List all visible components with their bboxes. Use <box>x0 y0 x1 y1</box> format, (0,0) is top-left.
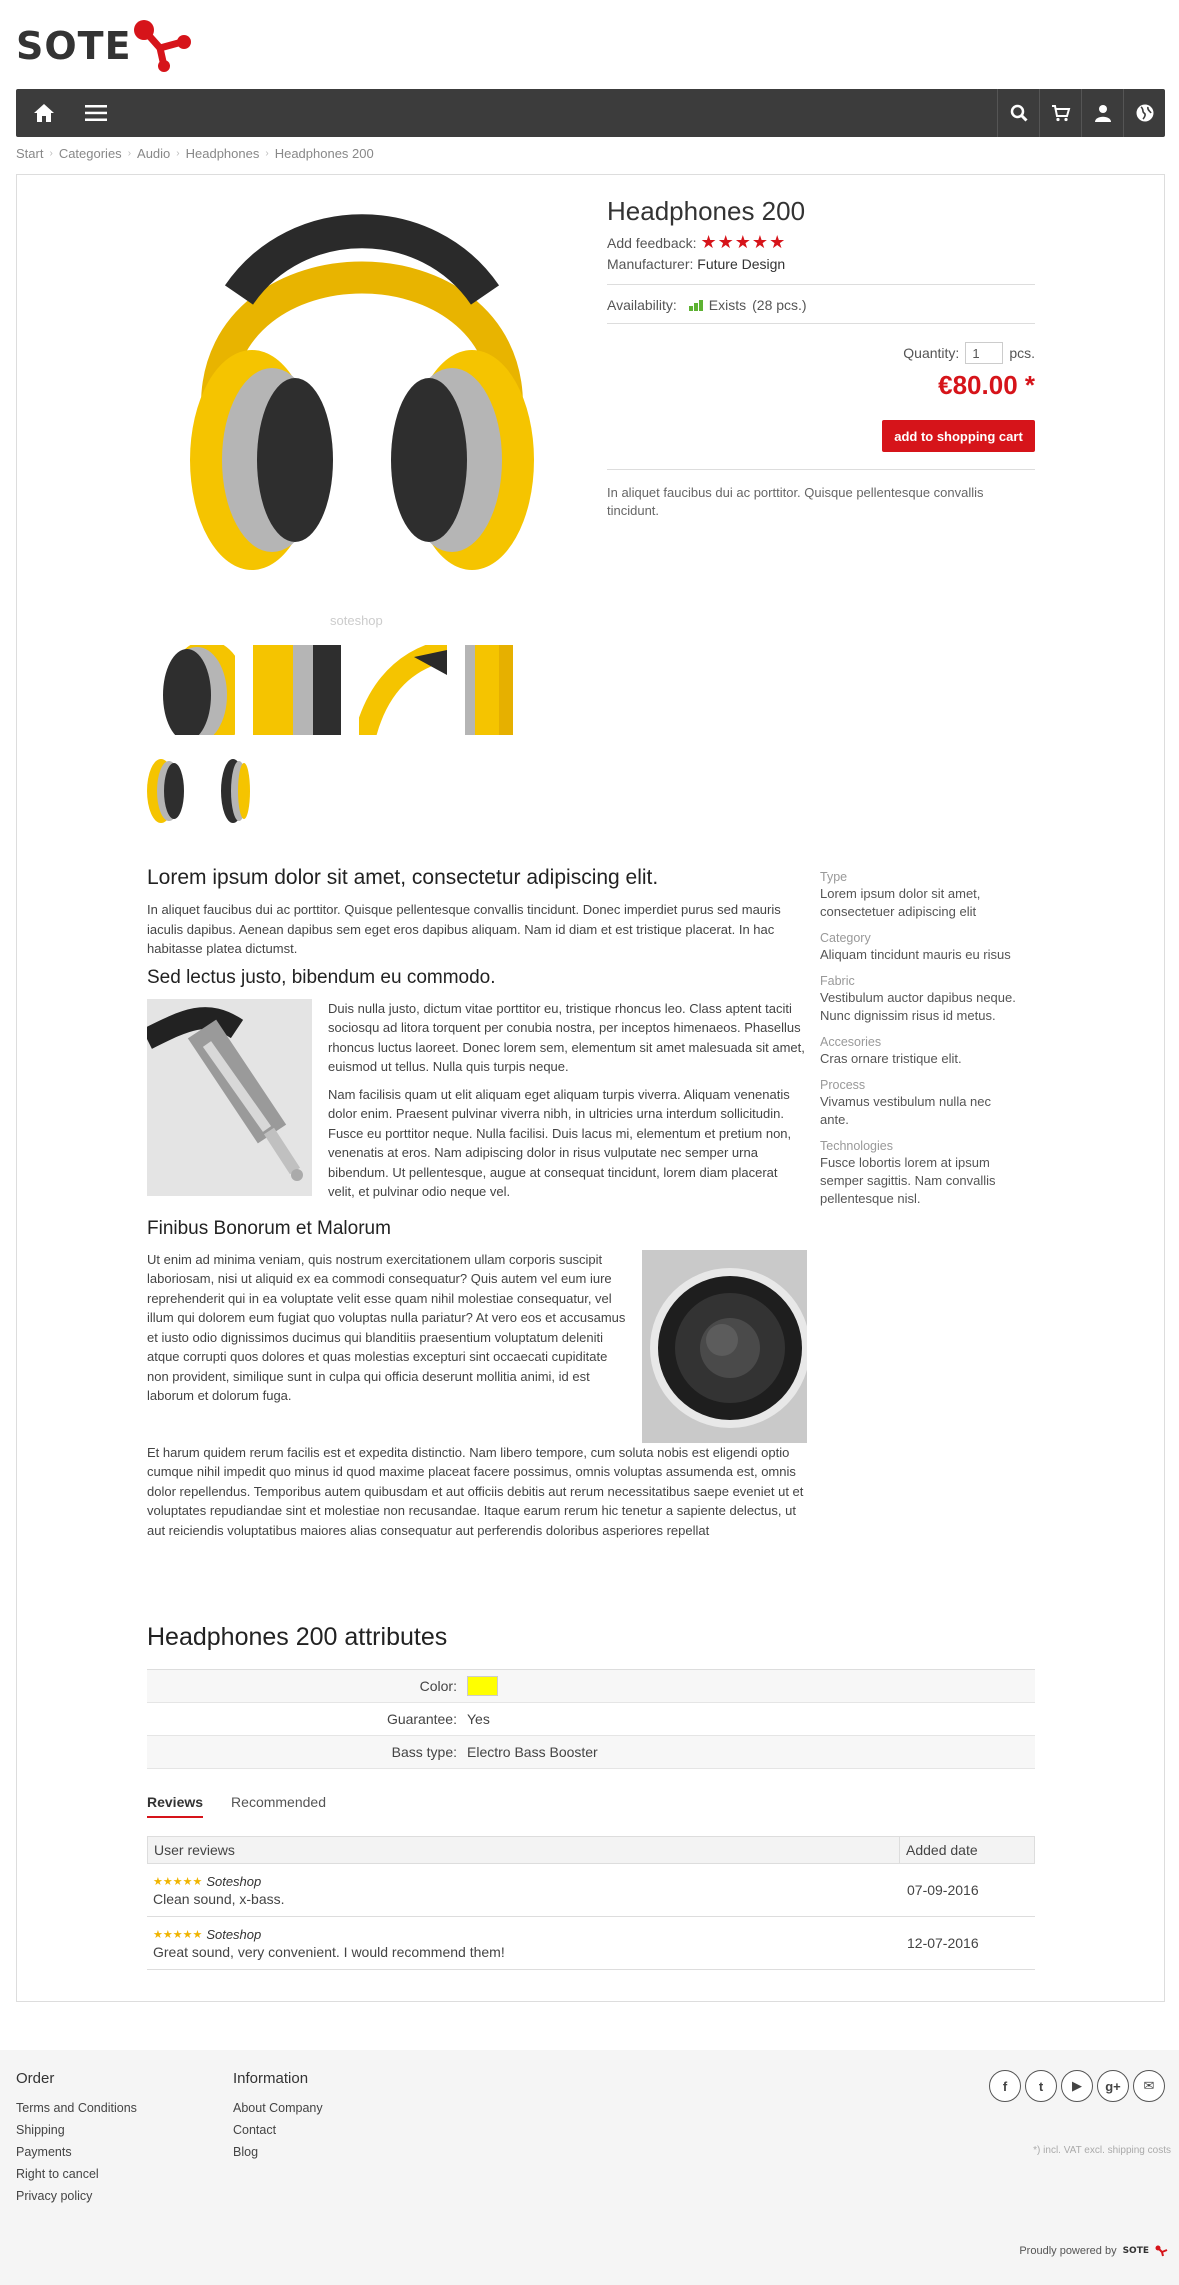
review-text: Clean sound, x-bass. <box>153 1890 285 1907</box>
product-price: €80.00 * <box>938 370 1035 400</box>
spec-value: Cras ornare tristique elit. <box>820 1051 962 1066</box>
breadcrumb-headphones[interactable]: Headphones <box>185 146 260 161</box>
review-row <box>147 1917 1035 1970</box>
description-subheading: Sed lectus justo, bibendum eu commodo. <box>147 966 496 988</box>
footer-link-shipping[interactable]: Shipping <box>16 2123 65 2137</box>
facebook-icon[interactable]: f <box>989 2070 1021 2102</box>
manufacturer-value[interactable]: Future Design <box>697 256 786 272</box>
logo[interactable] <box>16 18 200 74</box>
footer-link-blog[interactable]: Blog <box>233 2145 259 2159</box>
cart-icon <box>1051 104 1071 122</box>
breadcrumb <box>16 146 374 161</box>
logo-molecule-icon <box>130 18 200 74</box>
jack-cable-image <box>147 999 312 1196</box>
breadcrumb-audio[interactable]: Audio <box>137 146 171 161</box>
thumbnail-image[interactable] <box>253 645 341 735</box>
manufacturer-row <box>607 256 785 272</box>
product-description <box>147 866 807 1548</box>
spec-item <box>820 1078 1020 1129</box>
availability-status: Exists <box>708 297 747 313</box>
breadcrumb-separator: › <box>265 148 269 159</box>
footer-link-terms[interactable]: Terms and Conditions <box>16 2101 137 2115</box>
spec-value: Vestibulum auctor dapibus neque. Nunc dignissim risus id metus. <box>820 990 1016 1023</box>
availability-bars-icon <box>689 299 703 311</box>
headphones-image <box>147 195 577 635</box>
divider <box>607 323 1035 324</box>
twitter-icon[interactable]: t <box>1025 2070 1057 2102</box>
footer-link-contact[interactable]: Contact <box>233 2123 277 2137</box>
quantity-row <box>903 342 1035 364</box>
powered-by[interactable] <box>1019 2245 1169 2257</box>
divider <box>607 469 1035 470</box>
review-stars: ★★★★★ <box>153 1875 203 1888</box>
column-user-reviews: User reviews <box>148 1837 900 1863</box>
spec-item <box>820 931 1020 964</box>
image-text-block <box>147 999 807 1210</box>
speaker-image <box>642 1250 807 1443</box>
column-added-date: Added date <box>906 1842 978 1858</box>
menu-button[interactable] <box>76 89 116 137</box>
breadcrumb-separator: › <box>127 148 132 159</box>
breadcrumb-categories[interactable]: Categories <box>58 146 122 161</box>
description-paragraph: In aliquet faucibus dui ac porttitor. Quisque pellentesque convallis tincidunt. Donec imperdiet purus sed mauris iaculis dapibus. Aenean dapibus sem eget eros dapibus aliquam. Nam id diam et est tristique placerat. In hac habitasse platea dictumst. <box>147 902 781 956</box>
footer-heading: Order <box>16 2070 55 2087</box>
attribute-key: Color: <box>419 1678 457 1694</box>
user-icon <box>1094 104 1112 122</box>
globe-icon <box>1135 103 1155 123</box>
description-paragraph: Duis nulla justo, dictum vitae porttitor eu, tristique rhoncus leo. Class aptent taciti sociosqu ad litora torquent per conubia nostra, per inceptos himenaeos. Phasellus rhoncus luctus laoreet. Donec lorem sem, elementum sit amet malesuada sit amet, euismod ut tellus. Nulla quis turpis neque. <box>328 1000 805 1074</box>
spec-key: Process <box>820 1078 866 1092</box>
google-plus-icon[interactable]: g+ <box>1097 2070 1129 2102</box>
youtube-icon[interactable]: ▶ <box>1061 2070 1093 2102</box>
availability-count: (28 pcs.) <box>752 297 807 313</box>
search-icon <box>1010 104 1028 122</box>
attribute-key: Bass type: <box>391 1744 457 1760</box>
breadcrumb-separator: › <box>49 148 53 159</box>
email-icon[interactable]: ✉ <box>1133 2070 1165 2102</box>
quantity-input[interactable] <box>965 342 1003 364</box>
breadcrumb-separator: › <box>176 148 180 159</box>
footer-order-column <box>16 2070 137 2211</box>
image-text-block <box>147 1250 807 1443</box>
review-text: Great sound, very convenient. I would recommend them! <box>153 1943 505 1960</box>
attribute-row <box>147 1736 1035 1769</box>
spec-key: Category <box>820 931 871 945</box>
spec-item <box>820 1139 1020 1208</box>
thumbnail-row <box>147 645 553 735</box>
spec-key: Technologies <box>820 1139 893 1153</box>
rating-stars[interactable]: ★★★★★ <box>700 232 787 252</box>
main-navbar <box>16 89 1165 137</box>
color-swatch <box>467 1676 498 1696</box>
attribute-value: Yes <box>467 1711 490 1727</box>
attributes-title: Headphones 200 attributes <box>147 1623 448 1651</box>
footer-link-privacy[interactable]: Privacy policy <box>16 2189 93 2203</box>
divider <box>607 284 1035 285</box>
description-paragraph: Et harum quidem rerum facilis est et expedita distinctio. Nam libero tempore, cum soluta nobis est eligendi optio cumque nihil impedit quo minus id quod maxime placeat facere possimus, omnis voluptas assumenda est, omnis dolor repellendus. Temporibus autem quibusdam et aut officiis debitis aut rerum necessitatibus saepe eveniet ut et voluptates repudiandae sint et molestiae non recusandae. Itaque earum rerum hic tenetur a sapiente delectus, ut aut reiciendis voluptatibus maiores alias consequatur aut perferendis doloribus asperiores repellat <box>147 1444 804 1538</box>
spec-value: Vivamus vestibulum nulla nec ante. <box>820 1094 992 1127</box>
description-paragraph: Nam facilisis quam ut elit aliquam eget aliquam turpis viverra. Aliquam venenatis dolor enim. Praesent pulvinar viverra nibh, in ultricies urna interdum sollicitudin. Fusce eu porttitor neque. Nulla facilisi. Duis lacus mi, elementum et pretium non, venenatis at eros. Nam adipiscing dolor in risus vulputate nec semper urna bibendum. Ut pellentesque, augue at consequat tincidunt, lorem diam placerat velit, et pulvinar odio neque vel. <box>328 1086 792 1199</box>
specs-sidebar <box>820 870 1020 1218</box>
breadcrumb-start[interactable]: Start <box>16 146 44 161</box>
review-stars: ★★★★★ <box>153 1928 203 1941</box>
add-to-cart-button[interactable]: add to shopping cart <box>882 420 1035 452</box>
spec-item <box>820 870 1020 921</box>
review-author: Soteshop <box>206 1873 262 1889</box>
product-title: Headphones 200 <box>607 196 806 226</box>
spec-key: Type <box>820 870 848 884</box>
review-row <box>147 1864 1035 1917</box>
thumbnail-image[interactable] <box>359 645 447 735</box>
attribute-key: Guarantee: <box>386 1711 457 1727</box>
feedback-row <box>607 232 786 253</box>
menu-icon <box>85 105 107 121</box>
spec-value: Aliquam tincidunt mauris eu risus <box>820 947 1011 962</box>
description-paragraph: Ut enim ad minima veniam, quis nostrum exercitationem ullam corporis suscipit laboriosam, nisi ut aliquid ex ea commodi consequatur? Quis autem vel eum iure reprehenderit qui in ea voluptate velit esse quam nihil molestiae consequatur, vel illum qui dolorem eum fugiat quo voluptas nulla pariatur? At vero eos et accusamus et iusto odio dignissimos ducimus qui blanditiis praesentium voluptatum deleniti atque corrupti quos dolores et quas molestias excepturi sint occaecati cupiditate non provident, similique sunt in culpa qui officia deserunt mollitia animi, id est laborum et dolorum fuga. <box>147 1251 626 1403</box>
feedback-label: Add feedback: <box>607 234 697 251</box>
account-button[interactable] <box>1081 89 1123 137</box>
quantity-label: Quantity: <box>903 345 960 361</box>
thumbnail-row-small <box>147 755 253 827</box>
attribute-value: Electro Bass Booster <box>467 1744 598 1760</box>
tab-recommended[interactable]: Recommended <box>231 1794 326 1810</box>
logo-molecule-icon <box>1155 2245 1169 2257</box>
powered-by-brand: SOTE <box>1122 2246 1149 2256</box>
footer-link-about[interactable]: About Company <box>233 2101 323 2115</box>
image-watermark: soteshop <box>330 613 383 628</box>
footer-information-column <box>233 2070 323 2167</box>
review-date: 12-07-2016 <box>907 1935 979 1951</box>
spec-value: Lorem ipsum dolor sit amet, consectetuer adipiscing elit <box>820 886 981 919</box>
logo-text: SOTE <box>16 24 132 68</box>
spec-item <box>820 1035 1020 1068</box>
short-description: In aliquet faucibus dui ac porttitor. Quisque pellentesque convallis tincidunt. <box>607 485 984 518</box>
thumbnail-image[interactable] <box>209 755 253 827</box>
social-links <box>989 2070 1165 2102</box>
language-button[interactable] <box>1123 89 1165 137</box>
attribute-row <box>147 1670 1035 1703</box>
spec-key: Fabric <box>820 974 855 988</box>
thumbnail-image[interactable] <box>147 755 191 827</box>
breadcrumb-current: Headphones 200 <box>274 146 374 161</box>
reviews-table <box>147 1836 1035 1970</box>
product-tabs <box>147 1794 326 1818</box>
quantity-unit: pcs. <box>1009 345 1035 361</box>
spec-value: Fusce lobortis lorem at ipsum semper sagittis. Nam convallis pellentesque nisl. <box>820 1155 996 1206</box>
availability-label: Availability: <box>607 297 677 313</box>
home-icon <box>33 103 55 123</box>
spec-key: Accesories <box>820 1035 882 1049</box>
review-date: 07-09-2016 <box>907 1882 979 1898</box>
thumbnail-image[interactable] <box>147 645 235 735</box>
availability-row <box>607 297 807 313</box>
footer-heading: Information <box>233 2070 309 2087</box>
manufacturer-label: Manufacturer: <box>607 256 694 272</box>
footer-link-payments[interactable]: Payments <box>16 2145 72 2159</box>
vat-note: *) incl. VAT excl. shipping costs <box>1033 2145 1171 2156</box>
spec-item <box>820 974 1020 1025</box>
home-button[interactable] <box>24 89 64 137</box>
attributes-table <box>147 1669 1035 1769</box>
attribute-row <box>147 1703 1035 1736</box>
footer <box>0 2050 1179 2285</box>
cart-button[interactable] <box>1039 89 1081 137</box>
thumbnail-image[interactable] <box>465 645 553 735</box>
product-main-image[interactable] <box>147 195 577 635</box>
tab-reviews[interactable]: Reviews <box>147 1794 203 1818</box>
reviews-header <box>147 1836 1035 1864</box>
footer-link-right-to-cancel[interactable]: Right to cancel <box>16 2167 99 2181</box>
description-heading: Lorem ipsum dolor sit amet, consectetur adipiscing elit. <box>147 866 659 889</box>
description-subheading: Finibus Bonorum et Malorum <box>147 1217 391 1239</box>
powered-by-text: Proudly powered by <box>1019 2245 1117 2257</box>
review-author: Soteshop <box>206 1926 262 1942</box>
search-button[interactable] <box>997 89 1039 137</box>
